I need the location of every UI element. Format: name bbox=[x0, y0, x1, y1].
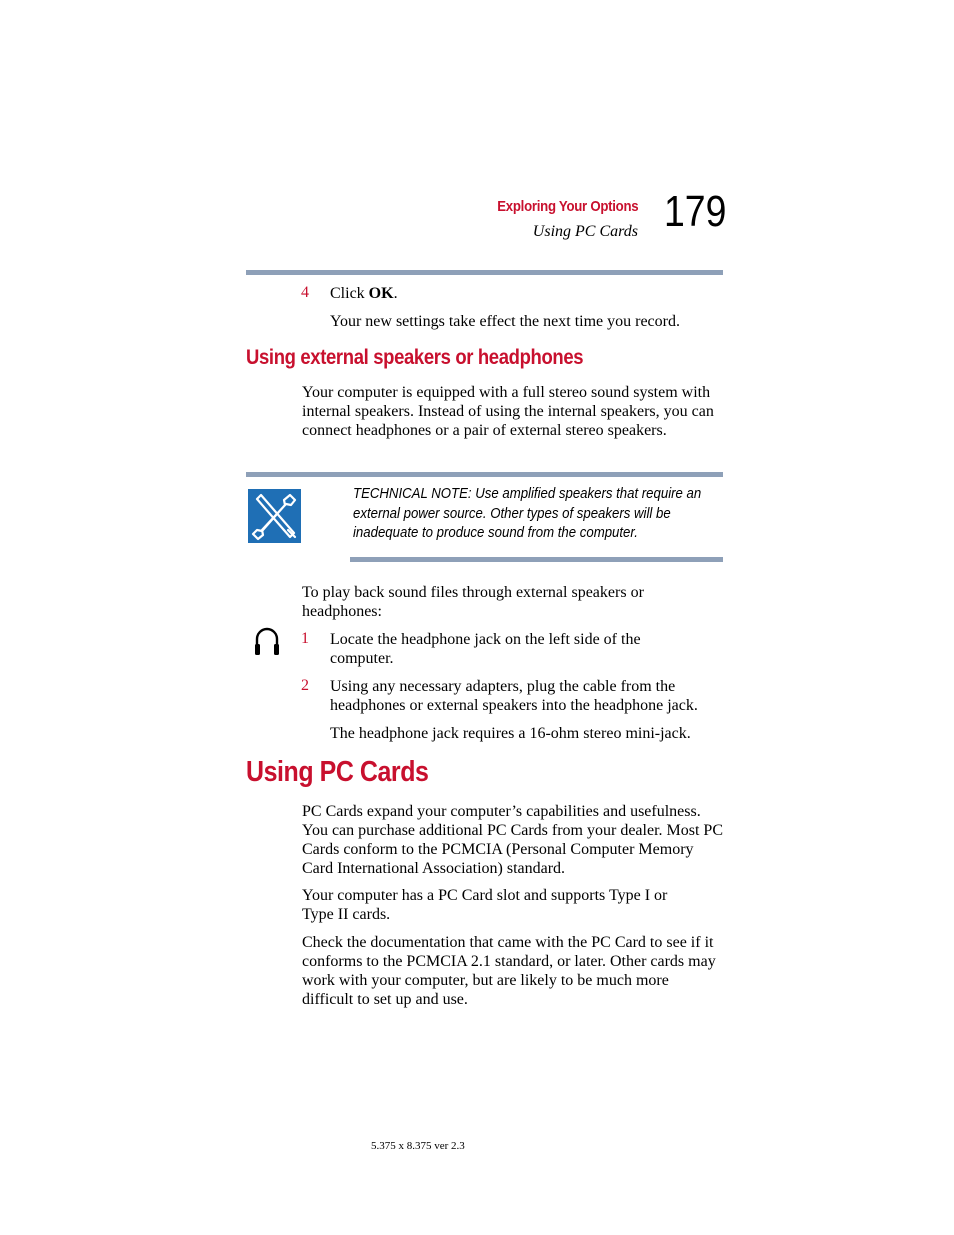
footer-version: 5.375 x 8.375 ver 2.3 bbox=[371, 1140, 465, 1152]
wrench-icon bbox=[248, 489, 301, 543]
ok-label: OK bbox=[368, 285, 394, 302]
page-number: 179 bbox=[664, 187, 727, 236]
note-bottom-rule bbox=[350, 557, 723, 562]
note-top-rule bbox=[246, 472, 723, 477]
speakers-paragraph: Your computer is equipped with a full stereo sound system with internal speakers. Instead of using the internal speakers, you can connect headphones or a pair of external stereo speakers. bbox=[302, 384, 714, 439]
step-number: 4 bbox=[301, 284, 309, 301]
section-heading: Using PC Cards bbox=[246, 756, 429, 788]
step-text-suffix: . bbox=[393, 285, 398, 302]
step-result: Your new settings take effect the next time you record. bbox=[330, 313, 680, 330]
section-heading: Using external speakers or headphones bbox=[246, 346, 584, 369]
step-text bbox=[330, 284, 720, 303]
step-number: 1 bbox=[301, 630, 309, 647]
header-rule bbox=[246, 270, 723, 275]
section-title: Using PC Cards bbox=[532, 223, 638, 240]
headphones-icon bbox=[253, 625, 281, 657]
step-text: Using any necessary adapters, plug the cable from the headphones or external speakers into the headphone jack. bbox=[330, 678, 698, 714]
pc-cards-paragraph: Check the documentation that came with the PC Card to see if it conforms to the PCMCIA 2.1 standard, or later. Other cards may work with your computer, but are likely to be much more difficult to set up and use. bbox=[302, 934, 716, 1008]
playback-intro: To play back sound files through external speakers or headphones: bbox=[302, 584, 644, 620]
technical-note-text: TECHNICAL NOTE: Use amplified speakers that require an external power source. Other types of speakers will be inadequate to produce sound from the computer. bbox=[353, 485, 702, 541]
step-text-prefix: Click bbox=[330, 285, 369, 302]
pc-cards-paragraph: Your computer has a PC Card slot and supports Type I or Type II cards. bbox=[302, 887, 668, 923]
headphone-jack-note: The headphone jack requires a 16-ohm stereo mini-jack. bbox=[330, 725, 691, 742]
pc-cards-paragraph: PC Cards expand your computer’s capabilities and usefulness. You can purchase additional PC Cards from your dealer. Most PC Cards conform to the PCMCIA (Personal Computer Memory Card International Association) standard. bbox=[302, 803, 723, 877]
chapter-title: Exploring Your Options bbox=[496, 198, 638, 215]
step-number: 2 bbox=[301, 677, 309, 694]
step-text: Locate the headphone jack on the left side of the computer. bbox=[330, 631, 641, 667]
